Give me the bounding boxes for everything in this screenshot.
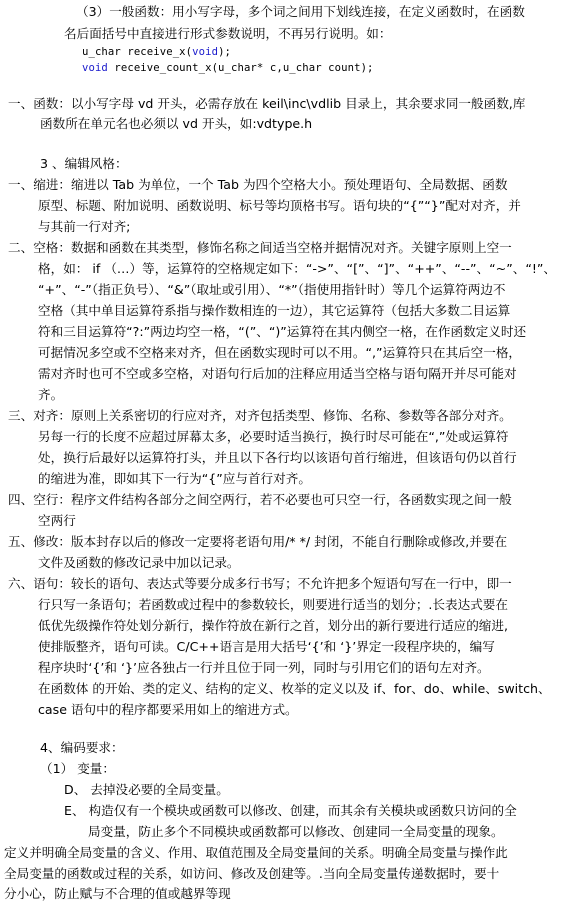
list-item: E、 构造仅有一个模块或函数可以修改、创建，而其余有关模块或函数只访问的全 xyxy=(64,803,517,818)
text-line: case 语句中的程序都要采用如上的缩进方式。 xyxy=(38,702,298,717)
text-line: 分小心，防止赋与不合理的值或越界等现 xyxy=(4,886,231,901)
text-line: 需对齐时也可不空或多空格，对语句行后加的注释应用适当空格与语句隔开并尽可能对 xyxy=(38,366,517,381)
code-line xyxy=(82,46,231,59)
text-line: 原型、标题、附加说明、函数说明、标号等均顶格书写。语句块的“{”“}”配对对齐，并 xyxy=(38,198,521,213)
text-line: 空格（其中单目运算符系指与操作数相连的一边），其它运算符（包括大多数二目运算 xyxy=(38,303,511,318)
text-line: 五、修改：版本封存以后的修改一定要将老语句用/* */ 封闭，不能自行删除或修改,并要在 xyxy=(8,534,508,549)
text-line: 在函数体 的开始、类的定义、结构的定义、枚举的定义以及 if、for、do、while、switch、 xyxy=(38,681,551,696)
text-line: 函数所在单元名也必须以 vd 开头，如:vdtype.h xyxy=(40,116,313,131)
section-heading: 3 、编辑风格： xyxy=(40,156,128,171)
text-line: 符和三目运算符“?:”两边均空一格，“(”、“)”运算符在其内侧空一格，在作函数定义时还 xyxy=(38,324,527,339)
text-line: 与其前一行对齐; xyxy=(38,219,131,234)
text-line: 局变量，防止多个不同模块或函数都可以修改、创建同一全局变量的现象。 xyxy=(88,824,504,839)
text-line: 的缩进为准，即如其下一行为“{”应与首行对齐。 xyxy=(38,471,311,486)
text-line: 程序块时‘{’和 ‘}’应各独占一行并且位于同一列，同时与引用它们的语句左对齐。 xyxy=(38,660,490,675)
text-line: 四、空行：程序文件结构各部分之间空两行，若不必要也可只空一行，各函数实现之间一般 xyxy=(8,492,512,507)
text-line: 三、对齐：原则上关系密切的行应对齐，对齐包括类型、修饰、名称、参数等各部分对齐。 xyxy=(8,408,512,423)
text-line: “+”、“-”（指正负号）、“&”（取址或引用）、“*”（指使用指针时）等几个运算符两边不 xyxy=(38,282,506,297)
text-line: 文件及函数的修改记录中加以记录。 xyxy=(38,555,240,570)
list-item: D、 去掉没必要的全局变量。 xyxy=(64,782,229,797)
text-line: 名后面括号中直接进行形式参数说明，不再另行说明。如： xyxy=(64,26,392,41)
section-heading: 4、编码要求： xyxy=(40,740,124,755)
code-text: u_char receive_x( xyxy=(82,46,193,58)
text-line: 处，换行后最好以运算符打头，并且以下各行均以该语句首行缩进，但该语句仍以首行 xyxy=(38,450,517,465)
text-line: 定义并明确全局变量的含义、作用、取值范围及全局变量间的关系。明确全局变量与操作此 xyxy=(4,845,508,860)
text-line: 一、缩进：缩进以 Tab 为单位，一个 Tab 为四个空格大小。预处理语句、全局数据、函数 xyxy=(8,177,508,192)
text-line: 使排版整齐，语句可读。C/C++语言是用大括号‘{’和 ‘}’界定一段程序块的，编写 xyxy=(38,639,495,654)
code-text: ); xyxy=(218,46,232,58)
text-line: 六、语句：较长的语句、表达式等要分成多行书写；不允许把多个短语句写在一行中，即一 xyxy=(8,576,512,591)
text-line: 格，如： if （…）等，运算符的空格规定如下：“->”、“[”、“]”、“++”、“--”、“~”、“!”、 xyxy=(38,261,557,276)
code-keyword: void xyxy=(192,46,219,58)
text-line: 另每一行的长度不应超过屏幕太多，必要时适当换行，换行时尽可能在“,”处或运算符 xyxy=(38,429,509,444)
subsection-heading: （1） 变量： xyxy=(40,761,115,776)
text-line: 全局变量的函数或过程的关系，如访问、修改及创建等。.当向全局变量传递数据时，要十 xyxy=(4,866,500,881)
text-line: 二、空格：数据和函数在其类型，修饰名称之间适当空格并据情况对齐。关键字原则上空一 xyxy=(8,240,512,255)
text-line: 齐。 xyxy=(38,387,64,402)
code-keyword: void xyxy=(82,62,108,74)
text-line: 一、函数：以小写字母 vd 开头，必需存放在 keil\inc\vdlib 目录上，其余要求同一般函数,库 xyxy=(8,96,526,111)
text-line: 低优先级操作符处划分新行，操作符放在新行之首，划分出的新行要进行适应的缩进, xyxy=(38,618,508,633)
text-line: 空两行 xyxy=(38,513,76,528)
text-line: 可据情况多空或不空格来对齐，但在函数实现时可以不用。“,”运算符只在其后空一格， xyxy=(38,345,522,360)
code-line xyxy=(82,62,374,75)
code-text: receive_count_x(u_char* c,u_char count); xyxy=(107,62,374,74)
text-line: （3）一般函数：用小写字母，多个词之间用下划线连接，在定义函数时，在函数 xyxy=(76,4,525,19)
text-line: 行只写一条语句；若函数或过程中的参数较长，则要进行适当的划分；.长表达式要在 xyxy=(38,597,508,612)
